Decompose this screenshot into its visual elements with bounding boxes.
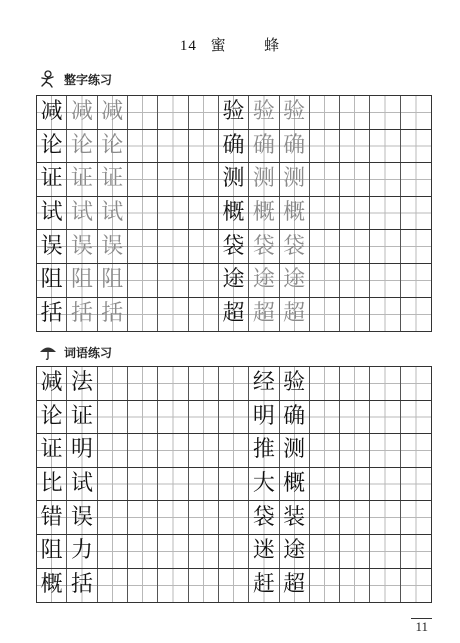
practice-cell — [249, 501, 279, 534]
practice-cell — [310, 96, 340, 129]
practice-character: 证 — [101, 166, 124, 192]
practice-cell — [67, 163, 97, 196]
practice-cell — [280, 401, 310, 434]
practice-cell — [310, 401, 340, 434]
practice-character: 试 — [70, 471, 93, 497]
practice-character: 比 — [40, 471, 63, 497]
practice-cell — [280, 298, 310, 332]
practice-cell — [37, 569, 67, 603]
practice-character: 误 — [70, 504, 93, 530]
practice-character: 证 — [40, 166, 63, 192]
practice-cell — [310, 197, 340, 230]
practice-cell — [189, 298, 219, 332]
practice-cell — [370, 569, 400, 603]
practice-cell — [219, 264, 249, 297]
grid-row — [37, 434, 431, 468]
practice-cell — [98, 163, 128, 196]
practice-cell — [340, 535, 370, 568]
practice-cell — [128, 434, 158, 467]
practice-character: 法 — [70, 370, 93, 396]
grid-row — [37, 163, 431, 197]
practice-cell — [280, 501, 310, 534]
practice-cell — [189, 401, 219, 434]
practice-cell — [98, 434, 128, 467]
practice-cell — [249, 367, 279, 400]
practice-cell — [310, 130, 340, 163]
practice-character: 明 — [252, 403, 275, 429]
practice-cell — [219, 569, 249, 603]
practice-cell — [249, 130, 279, 163]
grid-row — [37, 401, 431, 435]
practice-cell — [189, 163, 219, 196]
practice-character: 途 — [222, 267, 245, 293]
practice-cell — [189, 96, 219, 129]
practice-cell — [158, 163, 188, 196]
practice-cell — [340, 197, 370, 230]
practice-cell — [249, 401, 279, 434]
practice-cell — [280, 367, 310, 400]
practice-cell — [219, 96, 249, 129]
grid-row — [37, 230, 431, 264]
practice-cell — [67, 468, 97, 501]
practice-character: 途 — [283, 538, 306, 564]
practice-cell — [310, 468, 340, 501]
practice-cell — [158, 367, 188, 400]
practice-cell — [67, 298, 97, 332]
practice-cell — [98, 535, 128, 568]
practice-cell — [128, 367, 158, 400]
practice-cell — [98, 298, 128, 332]
practice-character: 装 — [283, 504, 306, 530]
practice-character: 证 — [70, 403, 93, 429]
practice-cell — [219, 367, 249, 400]
practice-character: 括 — [70, 301, 93, 327]
practice-cell — [280, 163, 310, 196]
section-label: 整字练习 — [64, 72, 113, 87]
practice-cell — [37, 434, 67, 467]
practice-cell — [249, 230, 279, 263]
grid-row — [37, 468, 431, 502]
practice-character: 测 — [283, 166, 306, 192]
umbrella-icon — [38, 343, 58, 361]
practice-cell — [67, 569, 97, 603]
practice-cell — [128, 401, 158, 434]
practice-cell — [401, 96, 431, 129]
practice-cell — [340, 130, 370, 163]
practice-cell — [219, 163, 249, 196]
practice-cell — [189, 535, 219, 568]
practice-character: 括 — [70, 572, 93, 598]
practice-grid-words — [36, 366, 432, 603]
practice-character: 论 — [40, 132, 63, 158]
practice-character: 赶 — [252, 572, 275, 598]
practice-cell — [128, 96, 158, 129]
practice-cell — [280, 197, 310, 230]
practice-cell — [340, 163, 370, 196]
practice-character: 减 — [40, 99, 63, 125]
practice-cell — [310, 230, 340, 263]
section-label: 词语练习 — [64, 345, 113, 360]
practice-character: 证 — [40, 437, 63, 463]
practice-character: 论 — [40, 403, 63, 429]
practice-character: 迷 — [252, 538, 275, 564]
practice-cell — [67, 501, 97, 534]
practice-character: 阻 — [40, 538, 63, 564]
page-number: 11 — [411, 618, 432, 635]
practice-cell — [158, 569, 188, 603]
practice-cell — [158, 468, 188, 501]
practice-cell — [340, 434, 370, 467]
lesson-title — [0, 34, 460, 55]
practice-cell — [310, 163, 340, 196]
practice-cell — [310, 501, 340, 534]
practice-character: 概 — [222, 200, 245, 226]
practice-cell — [280, 569, 310, 603]
practice-character: 确 — [252, 132, 275, 158]
practice-cell — [37, 535, 67, 568]
practice-cell — [37, 264, 67, 297]
practice-cell — [158, 535, 188, 568]
lesson-title-char-1: 蜜 — [210, 36, 227, 54]
practice-cell — [401, 163, 431, 196]
practice-cell — [249, 569, 279, 603]
practice-cell — [219, 468, 249, 501]
practice-character: 袋 — [252, 504, 275, 530]
practice-cell — [310, 535, 340, 568]
practice-character: 经 — [252, 370, 275, 396]
practice-character: 大 — [252, 471, 275, 497]
practice-character: 论 — [70, 132, 93, 158]
practice-cell — [67, 401, 97, 434]
practice-character: 测 — [283, 437, 306, 463]
practice-cell — [189, 230, 219, 263]
practice-character: 途 — [283, 267, 306, 293]
practice-cell — [370, 468, 400, 501]
practice-cell — [158, 264, 188, 297]
practice-cell — [401, 130, 431, 163]
practice-cell — [189, 264, 219, 297]
practice-cell — [98, 197, 128, 230]
practice-cell — [67, 535, 97, 568]
practice-cell — [98, 569, 128, 603]
practice-cell — [340, 367, 370, 400]
practice-cell — [370, 501, 400, 534]
practice-cell — [37, 130, 67, 163]
practice-cell — [340, 401, 370, 434]
lesson-number: 14 — [179, 38, 197, 54]
practice-cell — [37, 501, 67, 534]
practice-cell — [98, 230, 128, 263]
practice-cell — [37, 230, 67, 263]
practice-character: 推 — [252, 437, 275, 463]
practice-cell — [370, 434, 400, 467]
practice-cell — [219, 130, 249, 163]
practice-cell — [67, 130, 97, 163]
practice-character: 明 — [70, 437, 93, 463]
practice-cell — [128, 569, 158, 603]
practice-cell — [370, 298, 400, 332]
practice-character: 确 — [283, 403, 306, 429]
practice-character: 错 — [40, 504, 63, 530]
practice-character: 超 — [222, 301, 245, 327]
practice-character: 测 — [222, 166, 245, 192]
practice-cell — [249, 96, 279, 129]
practice-character: 验 — [283, 99, 306, 125]
practice-cell — [401, 401, 431, 434]
practice-character: 试 — [40, 200, 63, 226]
practice-cell — [158, 434, 188, 467]
practice-character: 试 — [70, 200, 93, 226]
practice-grid-characters — [36, 95, 432, 332]
practice-character: 概 — [252, 200, 275, 226]
practice-character: 确 — [222, 132, 245, 158]
practice-cell — [280, 96, 310, 129]
grid-row — [37, 569, 431, 603]
practice-character: 力 — [70, 538, 93, 564]
practice-cell — [98, 501, 128, 534]
practice-cell — [189, 367, 219, 400]
practice-cell — [98, 264, 128, 297]
practice-cell — [128, 501, 158, 534]
practice-cell — [219, 197, 249, 230]
practice-cell — [370, 264, 400, 297]
practice-cell — [158, 230, 188, 263]
practice-cell — [98, 130, 128, 163]
practice-cell — [128, 535, 158, 568]
practice-cell — [128, 264, 158, 297]
practice-cell — [249, 468, 279, 501]
practice-cell — [370, 535, 400, 568]
practice-cell — [67, 264, 97, 297]
practice-cell — [219, 501, 249, 534]
practice-cell — [37, 163, 67, 196]
practice-cell — [310, 298, 340, 332]
practice-cell — [249, 163, 279, 196]
practice-character: 袋 — [222, 233, 245, 259]
practice-character: 确 — [283, 132, 306, 158]
practice-cell — [401, 367, 431, 400]
practice-cell — [37, 197, 67, 230]
practice-cell — [401, 501, 431, 534]
practice-character: 误 — [70, 233, 93, 259]
practice-cell — [340, 501, 370, 534]
practice-cell — [219, 298, 249, 332]
practice-cell — [219, 401, 249, 434]
practice-character: 括 — [40, 301, 63, 327]
practice-character: 减 — [70, 99, 93, 125]
practice-cell — [128, 130, 158, 163]
practice-character: 减 — [101, 99, 124, 125]
practice-cell — [280, 535, 310, 568]
practice-cell — [280, 130, 310, 163]
practice-cell — [128, 197, 158, 230]
practice-character: 途 — [252, 267, 275, 293]
practice-cell — [67, 96, 97, 129]
practice-cell — [189, 130, 219, 163]
practice-cell — [37, 367, 67, 400]
practice-cell — [98, 96, 128, 129]
practice-cell — [189, 434, 219, 467]
practice-cell — [128, 230, 158, 263]
practice-cell — [37, 468, 67, 501]
practice-cell — [370, 401, 400, 434]
practice-cell — [128, 298, 158, 332]
practice-cell — [219, 230, 249, 263]
practice-cell — [67, 367, 97, 400]
practice-cell — [280, 434, 310, 467]
practice-cell — [401, 298, 431, 332]
practice-cell — [280, 230, 310, 263]
practice-cell — [189, 197, 219, 230]
practice-cell — [340, 264, 370, 297]
practice-cell — [158, 130, 188, 163]
practice-cell — [401, 468, 431, 501]
practice-cell — [249, 535, 279, 568]
practice-cell — [310, 434, 340, 467]
practice-cell — [158, 298, 188, 332]
practice-cell — [370, 367, 400, 400]
practice-character: 袋 — [252, 233, 275, 259]
practice-character: 概 — [40, 572, 63, 598]
practice-cell — [401, 535, 431, 568]
practice-cell — [249, 197, 279, 230]
practice-cell — [128, 468, 158, 501]
practice-character: 误 — [101, 233, 124, 259]
practice-cell — [158, 96, 188, 129]
practice-cell — [219, 434, 249, 467]
practice-character: 阻 — [101, 267, 124, 293]
section-header-word-practice — [38, 343, 112, 361]
grid-row — [37, 367, 431, 401]
practice-cell — [401, 264, 431, 297]
practice-cell — [98, 401, 128, 434]
practice-character: 验 — [252, 99, 275, 125]
practice-cell — [37, 298, 67, 332]
practice-cell — [67, 434, 97, 467]
practice-character: 概 — [283, 200, 306, 226]
practice-cell — [340, 298, 370, 332]
practice-cell — [37, 401, 67, 434]
grid-row — [37, 501, 431, 535]
practice-cell — [128, 163, 158, 196]
practice-cell — [219, 535, 249, 568]
practice-character: 阻 — [70, 267, 93, 293]
practice-character: 验 — [283, 370, 306, 396]
practice-cell — [158, 197, 188, 230]
practice-cell — [249, 298, 279, 332]
practice-character: 试 — [101, 200, 124, 226]
practice-cell — [370, 197, 400, 230]
lesson-title-char-2: 蜂 — [264, 36, 281, 54]
practice-cell — [280, 264, 310, 297]
practice-character: 论 — [101, 132, 124, 158]
practice-cell — [158, 401, 188, 434]
grid-row — [37, 264, 431, 298]
practice-cell — [67, 197, 97, 230]
practice-character: 括 — [101, 301, 124, 327]
section-header-whole-characters — [38, 70, 112, 88]
practice-cell — [370, 163, 400, 196]
practice-cell — [340, 468, 370, 501]
practice-character: 超 — [283, 572, 306, 598]
practice-cell — [401, 434, 431, 467]
practice-cell — [401, 569, 431, 603]
practice-character: 测 — [252, 166, 275, 192]
practice-cell — [370, 230, 400, 263]
practice-cell — [98, 367, 128, 400]
practice-cell — [340, 569, 370, 603]
grid-row — [37, 197, 431, 231]
grid-row — [37, 298, 431, 332]
grid-row — [37, 130, 431, 164]
practice-character: 超 — [283, 301, 306, 327]
practice-cell — [189, 501, 219, 534]
practice-cell — [189, 569, 219, 603]
practice-character: 超 — [252, 301, 275, 327]
practice-character: 验 — [222, 99, 245, 125]
practice-character: 减 — [40, 370, 63, 396]
practice-cell — [98, 468, 128, 501]
grid-row — [37, 96, 431, 130]
practice-cell — [370, 96, 400, 129]
practice-cell — [401, 230, 431, 263]
practice-cell — [158, 501, 188, 534]
practice-cell — [280, 468, 310, 501]
practice-cell — [189, 468, 219, 501]
practice-character: 误 — [40, 233, 63, 259]
practice-cell — [340, 96, 370, 129]
practice-character: 概 — [283, 471, 306, 497]
practice-cell — [401, 197, 431, 230]
practice-character: 阻 — [40, 267, 63, 293]
runner-icon — [38, 70, 58, 88]
practice-cell — [67, 230, 97, 263]
practice-cell — [249, 434, 279, 467]
practice-cell — [340, 230, 370, 263]
practice-character: 证 — [70, 166, 93, 192]
practice-cell — [370, 130, 400, 163]
practice-cell — [310, 367, 340, 400]
practice-cell — [37, 96, 67, 129]
practice-cell — [310, 264, 340, 297]
practice-cell — [310, 569, 340, 603]
practice-character: 袋 — [283, 233, 306, 259]
practice-cell — [249, 264, 279, 297]
grid-row — [37, 535, 431, 569]
